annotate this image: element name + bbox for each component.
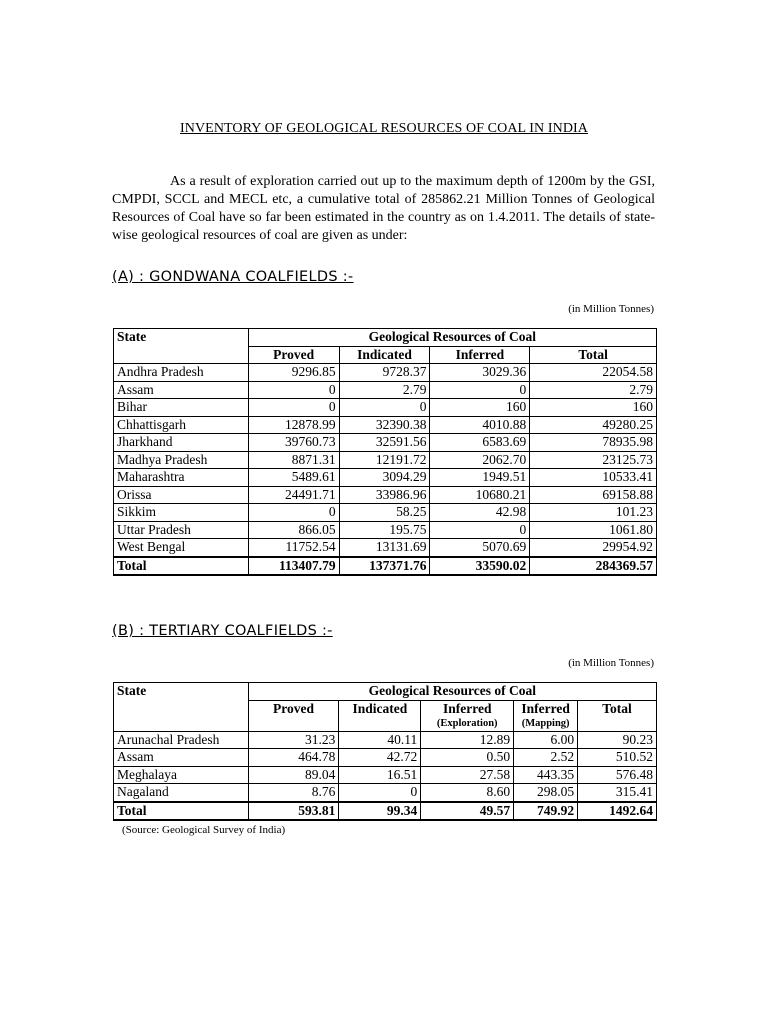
col-header <box>421 700 514 731</box>
value-cell: 78935.98 <box>530 434 657 452</box>
value-cell: 1061.80 <box>530 521 657 539</box>
state-cell: Uttar Pradesh <box>114 521 249 539</box>
value-cell: 40.11 <box>339 731 421 749</box>
value-cell: 22054.58 <box>530 364 657 382</box>
tertiary-table <box>113 682 657 821</box>
value-cell: 2.79 <box>530 381 657 399</box>
value-cell: 8.60 <box>421 784 514 802</box>
table-row <box>114 399 657 417</box>
value-cell: 8871.31 <box>248 451 339 469</box>
value-cell: 0 <box>248 399 339 417</box>
table-row <box>114 784 657 802</box>
intro-paragraph <box>112 173 655 245</box>
col-header-sub <box>581 717 653 731</box>
value-cell: 9296.85 <box>248 364 339 382</box>
value-cell: 49.57 <box>421 802 514 821</box>
value-cell: 29954.92 <box>530 539 657 557</box>
state-cell: Andhra Pradesh <box>114 364 249 382</box>
value-cell: 31.23 <box>248 731 339 749</box>
value-cell: 298.05 <box>514 784 578 802</box>
value-cell: 5070.69 <box>430 539 530 557</box>
state-cell: Sikkim <box>114 504 249 522</box>
col-header: Inferred <box>430 346 530 364</box>
table-row <box>114 521 657 539</box>
state-cell: Total <box>114 557 249 576</box>
value-cell: 13131.69 <box>339 539 430 557</box>
col-header: Total <box>530 346 657 364</box>
value-cell: 3029.36 <box>430 364 530 382</box>
source-note: (Source: Geological Survey of India) <box>122 824 286 836</box>
value-cell: 0.50 <box>421 749 514 767</box>
value-cell: 1492.64 <box>578 802 657 821</box>
value-cell: 284369.57 <box>530 557 657 576</box>
table-row <box>114 749 657 767</box>
value-cell: 10680.21 <box>430 486 530 504</box>
value-cell: 33986.96 <box>339 486 430 504</box>
value-cell: 0 <box>248 504 339 522</box>
col-header-label: Inferred <box>442 700 492 716</box>
value-cell: 27.58 <box>421 766 514 784</box>
value-cell: 137371.76 <box>339 557 430 576</box>
value-cell: 749.92 <box>514 802 578 821</box>
table-row <box>114 539 657 557</box>
table-row <box>114 381 657 399</box>
state-cell: Bihar <box>114 399 249 417</box>
value-cell: 2.52 <box>514 749 578 767</box>
value-cell: 99.34 <box>339 802 421 821</box>
state-cell: Assam <box>114 381 249 399</box>
value-cell: 6583.69 <box>430 434 530 452</box>
section-b-units: (in Million Tonnes) <box>568 657 654 669</box>
value-cell: 24491.71 <box>248 486 339 504</box>
value-cell: 160 <box>430 399 530 417</box>
value-cell: 12191.72 <box>339 451 430 469</box>
value-cell: 33590.02 <box>430 557 530 576</box>
table-row <box>114 451 657 469</box>
col-header-sub <box>342 717 417 731</box>
header-group: Geological Resources of Coal <box>248 329 656 347</box>
page-title: INVENTORY OF GEOLOGICAL RESOURCES OF COAL IN INDIA <box>179 121 589 136</box>
value-cell: 2.79 <box>339 381 430 399</box>
value-cell: 576.48 <box>578 766 657 784</box>
value-cell: 593.81 <box>248 802 339 821</box>
value-cell: 0 <box>339 399 430 417</box>
col-header-label: Proved <box>273 700 315 716</box>
table-row <box>114 364 657 382</box>
col-header-label: Total <box>602 700 632 716</box>
tertiary-table-body <box>114 731 657 820</box>
value-cell: 16.51 <box>339 766 421 784</box>
state-cell: Assam <box>114 749 249 767</box>
col-header-sub <box>252 717 336 731</box>
value-cell: 101.23 <box>530 504 657 522</box>
value-cell: 443.35 <box>514 766 578 784</box>
header-group: Geological Resources of Coal <box>248 683 656 701</box>
value-cell: 113407.79 <box>248 557 339 576</box>
col-header-label: Inferred <box>521 700 570 716</box>
state-cell: West Bengal <box>114 539 249 557</box>
section-b-heading: (B) : TERTIARY COALFIELDS :- <box>112 623 333 639</box>
state-cell: Arunachal Pradesh <box>114 731 249 749</box>
col-header-sub: (Mapping) <box>521 717 570 729</box>
value-cell: 510.52 <box>578 749 657 767</box>
intro-text: As a result of exploration carried out up to the maximum depth of 1200m by the GSI, CMPDI, SCCL and MECL etc, a cumulative total of 285862.21 Million Tonnes of Geological Resources of Coal have so far been estimated in the country as on 1.4.2011. The details of state-wise geological resources of coal are given as under: <box>112 174 655 243</box>
value-cell: 315.41 <box>578 784 657 802</box>
value-cell: 69158.88 <box>530 486 657 504</box>
value-cell: 11752.54 <box>248 539 339 557</box>
value-cell: 8.76 <box>248 784 339 802</box>
value-cell: 23125.73 <box>530 451 657 469</box>
value-cell: 4010.88 <box>430 416 530 434</box>
state-cell: Nagaland <box>114 784 249 802</box>
col-header-label: Indicated <box>352 700 408 716</box>
value-cell: 0 <box>248 381 339 399</box>
table-row <box>114 504 657 522</box>
value-cell: 1949.51 <box>430 469 530 487</box>
state-cell: Orissa <box>114 486 249 504</box>
state-cell: Madhya Pradesh <box>114 451 249 469</box>
col-header <box>339 700 421 731</box>
table-row <box>114 416 657 434</box>
value-cell: 0 <box>430 381 530 399</box>
state-cell: Chhattisgarh <box>114 416 249 434</box>
section-a-units: (in Million Tonnes) <box>568 303 654 315</box>
col-header-sub: (Exploration) <box>436 717 498 729</box>
state-cell: Jharkhand <box>114 434 249 452</box>
value-cell: 42.98 <box>430 504 530 522</box>
value-cell: 2062.70 <box>430 451 530 469</box>
value-cell: 0 <box>339 784 421 802</box>
value-cell: 12878.99 <box>248 416 339 434</box>
value-cell: 58.25 <box>339 504 430 522</box>
total-row <box>114 802 657 821</box>
table-row <box>114 434 657 452</box>
table-row <box>114 766 657 784</box>
gondwana-table-body <box>114 364 657 576</box>
value-cell: 32390.38 <box>339 416 430 434</box>
table-row <box>114 731 657 749</box>
col-header: Indicated <box>339 346 430 364</box>
value-cell: 89.04 <box>248 766 339 784</box>
header-state: State <box>114 683 249 732</box>
value-cell: 49280.25 <box>530 416 657 434</box>
value-cell: 32591.56 <box>339 434 430 452</box>
section-a-heading: (A) : GONDWANA COALFIELDS :- <box>112 269 354 285</box>
state-cell: Meghalaya <box>114 766 249 784</box>
header-state: State <box>114 329 249 364</box>
value-cell: 39760.73 <box>248 434 339 452</box>
col-header <box>248 700 339 731</box>
value-cell: 6.00 <box>514 731 578 749</box>
value-cell: 90.23 <box>578 731 657 749</box>
state-cell: Total <box>114 802 249 821</box>
value-cell: 3094.29 <box>339 469 430 487</box>
col-header <box>578 700 657 731</box>
total-row <box>114 557 657 576</box>
value-cell: 195.75 <box>339 521 430 539</box>
value-cell: 160 <box>530 399 657 417</box>
value-cell: 12.89 <box>421 731 514 749</box>
table-row <box>114 469 657 487</box>
col-header: Proved <box>248 346 339 364</box>
value-cell: 9728.37 <box>339 364 430 382</box>
value-cell: 42.72 <box>339 749 421 767</box>
value-cell: 10533.41 <box>530 469 657 487</box>
value-cell: 5489.61 <box>248 469 339 487</box>
value-cell: 0 <box>430 521 530 539</box>
value-cell: 464.78 <box>248 749 339 767</box>
col-header <box>514 700 578 731</box>
table-row <box>114 486 657 504</box>
value-cell: 866.05 <box>248 521 339 539</box>
gondwana-table <box>113 328 657 576</box>
state-cell: Maharashtra <box>114 469 249 487</box>
